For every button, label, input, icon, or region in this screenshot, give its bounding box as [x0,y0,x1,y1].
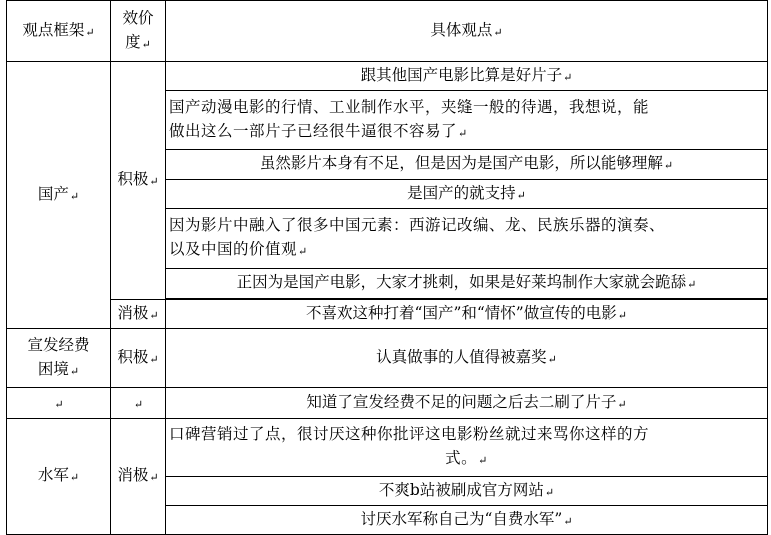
group-budget: 宣发经费 困境↵ [7,329,111,388]
viewpoint-cell: 正因为是国产电影，大家才挑刺，如果是好莱坞制作大家就会跪舔↵ [166,269,768,299]
viewpoint-cell: 知道了宣发经费不足的问题之后去二刷了片子↵ [166,388,768,419]
table-row [7,329,768,388]
viewpoint-table [6,0,768,535]
valence-positive: 积极↵ [111,329,166,388]
header-valence: 效价 度↵ [111,1,166,62]
viewpoint-cell: 国产动漫电影的行情、工业制作水平，夹缝一般的待遇，我想说，能 做出这么一部片子已经很牛逼很不容易了↵ [166,91,768,150]
viewpoint-cell: 因为影片中融入了很多中国元素：西游记改编、龙、民族乐器的演奏、 以及中国的价值观↵ [166,209,768,269]
header-framework: 观点框架↵ [7,1,111,62]
viewpoint-cell: 不爽b站被刷成官方网站↵ [166,477,768,506]
viewpoint-cell: 认真做事的人值得被嘉奖↵ [166,329,768,388]
table-row [7,388,768,419]
empty-cell: ↵ [7,388,111,419]
viewpoint-cell: 虽然影片本身有不足，但是因为是国产电影，所以能够理解↵ [166,150,768,180]
group-shuijun: 水军↵ [7,419,111,535]
empty-cell: ↵ [111,388,166,419]
viewpoint-cell: 不喜欢这种打着“国产”和“情怀”做宣传的电影↵ [166,300,768,329]
header-row [7,1,768,62]
header-viewpoint: 具体观点↵ [166,1,768,62]
group-domestic: 国产↵ [7,62,111,329]
viewpoint-cell: 是国产的就支持↵ [166,180,768,209]
viewpoint-cell: 跟其他国产电影比算是好片子↵ [166,62,768,91]
table-row [7,62,768,91]
table-row [7,300,768,329]
table-row [7,419,768,477]
viewpoint-cell: 口碑营销过了点，很讨厌这种你批评这电影粉丝就过来骂你这样的方 式。↵ [166,419,768,477]
viewpoint-cell: 讨厌水军称自己为“自费水军”↵ [166,506,768,535]
valence-negative: 消极↵ [111,300,166,329]
valence-positive: 积极↵ [111,62,166,300]
valence-negative: 消极↵ [111,419,166,535]
